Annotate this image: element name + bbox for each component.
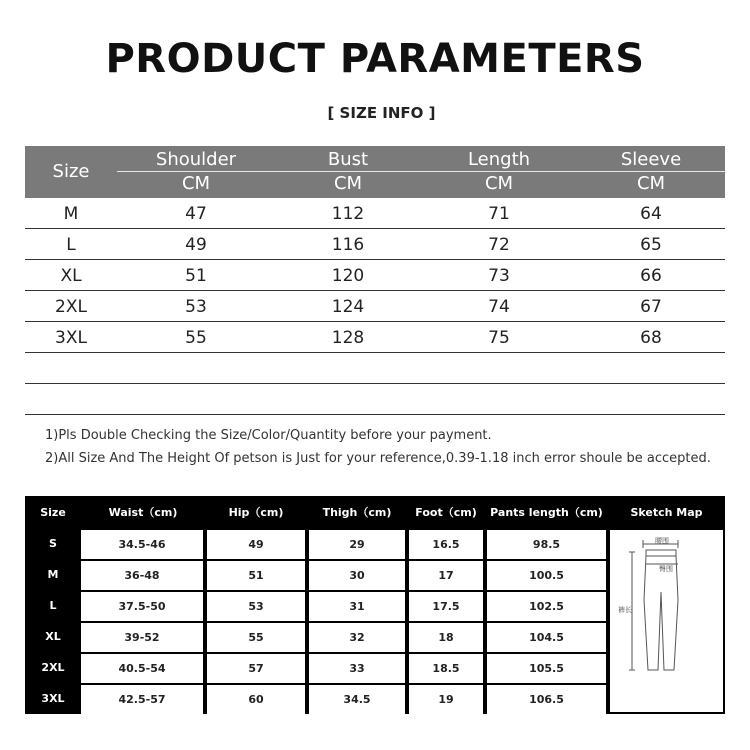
value-cell: 17 <box>409 561 483 590</box>
value-cell: 65 <box>640 235 662 255</box>
value-cell: 17.5 <box>409 592 483 621</box>
column-header: Pants length（cm) <box>490 506 603 519</box>
value-cell: 42.5-57 <box>81 685 203 714</box>
top-table-header <box>25 146 725 198</box>
value-cell: 105.5 <box>487 654 606 683</box>
size-cell: L <box>66 235 76 255</box>
col-header-name: Shoulder <box>155 149 237 170</box>
sketch-waist-label: 腰围 <box>655 537 669 545</box>
value-cell: 68 <box>640 328 662 348</box>
top-size-table <box>25 146 725 415</box>
col-header-unit: CM <box>484 173 514 194</box>
table-row <box>25 322 725 353</box>
note-line: 2)All Size And The Height Of petson is Just for your reference,0.39-1.18 inch error shoule be accepted. <box>45 451 711 466</box>
value-cell: 53 <box>207 592 305 621</box>
section-subtitle: [ SIZE INFO ] <box>327 104 436 122</box>
value-cell: 98.5 <box>487 530 606 559</box>
value-cell: 124 <box>331 297 365 317</box>
empty-row <box>25 353 725 384</box>
column-header: Thigh（cm) <box>322 506 392 519</box>
value-cell: 67 <box>640 297 662 317</box>
value-cell: 55 <box>207 623 305 652</box>
value-cell: 34.5 <box>309 685 405 714</box>
value-cell: 128 <box>331 328 365 348</box>
size-cell: XL <box>45 630 61 643</box>
value-cell: 102.5 <box>487 592 606 621</box>
size-cell: 3XL <box>41 692 65 705</box>
column-header: Waist（cm) <box>108 506 178 519</box>
value-cell: 16.5 <box>409 530 483 559</box>
value-cell: 64 <box>640 204 662 224</box>
value-cell: 18.5 <box>409 654 483 683</box>
notes <box>45 424 711 470</box>
value-cell: 71 <box>488 204 510 224</box>
col-header-unit: CM <box>181 173 211 194</box>
value-cell: 39-52 <box>81 623 203 652</box>
value-cell: 57 <box>207 654 305 683</box>
value-cell: 36-48 <box>81 561 203 590</box>
table-row <box>25 260 725 291</box>
size-cell: 3XL <box>55 328 87 348</box>
size-cell: L <box>49 599 57 612</box>
value-cell: 60 <box>207 685 305 714</box>
pants-sketch-icon <box>610 530 723 712</box>
col-header-name: Length <box>467 149 531 170</box>
value-cell: 51 <box>207 561 305 590</box>
value-cell: 112 <box>331 204 365 224</box>
value-cell: 74 <box>488 297 510 317</box>
col-header-name: Sleeve <box>620 149 682 170</box>
empty-row <box>25 384 725 415</box>
value-cell: 100.5 <box>487 561 606 590</box>
size-cell: M <box>63 204 79 224</box>
value-cell: 66 <box>640 266 662 286</box>
header-divider <box>117 171 725 172</box>
value-cell: 19 <box>409 685 483 714</box>
value-cell: 75 <box>488 328 510 348</box>
value-cell: 31 <box>309 592 405 621</box>
value-cell: 120 <box>331 266 365 286</box>
value-cell: 32 <box>309 623 405 652</box>
value-cell: 72 <box>488 235 510 255</box>
size-cell: S <box>49 537 57 550</box>
value-cell: 18 <box>409 623 483 652</box>
col-header-name: Bust <box>327 149 369 170</box>
value-cell: 53 <box>185 297 207 317</box>
column-header: Sketch Map <box>630 505 703 519</box>
value-cell: 49 <box>185 235 207 255</box>
value-cell: 55 <box>185 328 207 348</box>
sketch-map <box>610 530 723 712</box>
value-cell: 37.5-50 <box>81 592 203 621</box>
page-title: PRODUCT PARAMETERS <box>105 36 645 82</box>
value-cell: 116 <box>331 235 365 255</box>
value-cell: 104.5 <box>487 623 606 652</box>
size-cell: M <box>47 568 59 581</box>
table-row <box>25 229 725 260</box>
col-header-unit: CM <box>333 173 363 194</box>
value-cell: 73 <box>488 266 510 286</box>
pants-size-table <box>25 496 725 714</box>
value-cell: 30 <box>309 561 405 590</box>
size-cell: 2XL <box>41 661 65 674</box>
column-header: Foot（cm) <box>415 506 477 519</box>
col-header-unit: CM <box>636 173 666 194</box>
value-cell: 49 <box>207 530 305 559</box>
value-cell: 33 <box>309 654 405 683</box>
value-cell: 106.5 <box>487 685 606 714</box>
size-cell: XL <box>60 266 82 286</box>
table-row <box>25 291 725 322</box>
sketch-length-label: 裤长 <box>618 606 632 614</box>
value-cell: 29 <box>309 530 405 559</box>
table-row <box>25 198 725 229</box>
value-cell: 34.5-46 <box>81 530 203 559</box>
size-header: Size <box>52 161 90 182</box>
size-cell: 2XL <box>55 297 87 317</box>
note-line: 1)Pls Double Checking the Size/Color/Quantity before your payment. <box>45 428 492 443</box>
sketch-hip-label: 臀围 <box>659 565 673 573</box>
value-cell: 40.5-54 <box>81 654 203 683</box>
value-cell: 51 <box>185 266 207 286</box>
column-header: Hip（cm) <box>228 506 284 519</box>
value-cell: 47 <box>185 204 207 224</box>
column-header: Size <box>40 505 66 519</box>
